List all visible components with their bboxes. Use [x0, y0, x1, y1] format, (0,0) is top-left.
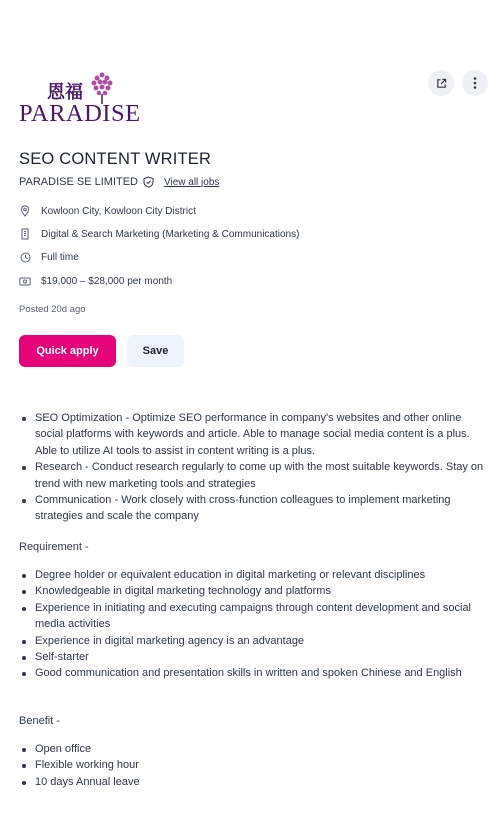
list-item: Open office — [19, 741, 489, 757]
save-button[interactable]: Save — [127, 335, 184, 367]
list-item: Flexible working hour — [19, 757, 489, 773]
list-item: Experience in digital marketing agency is an advantage — [19, 633, 489, 649]
posted-date: Posted 20d ago — [19, 304, 86, 315]
list-item: Communication - Work closely with cross-function colleagues to implement marketing strategies and scale the company — [19, 492, 489, 525]
job-title: SEO CONTENT WRITER — [19, 150, 212, 168]
list-item: Experience in initiating and executing campaigns through content development and social media activities — [19, 600, 489, 633]
logo-chinese-text: 恩福 — [47, 82, 83, 103]
benefit-heading: Benefit - — [19, 715, 60, 727]
company-logo — [19, 70, 141, 127]
more-options-button[interactable] — [462, 70, 488, 96]
money-icon — [19, 275, 31, 287]
open-external-button[interactable] — [428, 70, 454, 96]
list-item: Research - Conduct research regularly to come up with the most suitable keywords. Stay on trend with new marketing tools and strategies — [19, 459, 489, 492]
company-row — [19, 176, 219, 188]
view-all-jobs-link[interactable]: View all jobs — [164, 176, 220, 188]
location-row — [19, 205, 196, 217]
list-item: Good communication and presentation skills in written and spoken Chinese and English — [19, 665, 489, 681]
category-row — [19, 228, 299, 240]
salary-text: $19,000 – $28,000 per month — [41, 275, 173, 287]
work-type-row — [19, 251, 79, 263]
list-item: Knowledgeable in digital marketing technology and platforms — [19, 583, 489, 599]
list-item: Degree holder or equivalent education in digital marketing or relevant disciplines — [19, 567, 489, 583]
verified-shield-icon — [143, 176, 154, 188]
company-name: PARADISE SE LIMITED — [19, 176, 138, 188]
more-vertical-icon — [473, 77, 477, 89]
duties-list — [19, 410, 489, 525]
salary-row — [19, 275, 172, 287]
building-icon — [19, 228, 31, 240]
work-type-text: Full time — [41, 251, 79, 263]
location-pin-icon — [19, 205, 31, 217]
external-link-icon — [436, 78, 447, 89]
quick-apply-button[interactable]: Quick apply — [19, 335, 116, 367]
list-item: Self-starter — [19, 649, 489, 665]
list-item: SEO Optimization - Optimize SEO performance in company's websites and other online social platforms with keywords and article. Able to manage social media content is a plus. Able to utilize AI tools to assist in content writing is a plus. — [19, 410, 489, 459]
requirements-list — [19, 567, 489, 682]
category-text[interactable]: Digital & Search Marketing (Marketing & Communications) — [41, 228, 300, 240]
requirement-heading: Requirement - — [19, 541, 89, 553]
list-item: 10 days Annual leave — [19, 774, 489, 790]
benefits-list — [19, 741, 489, 790]
location-text[interactable]: Kowloon City, Kowloon City District — [41, 205, 196, 217]
flower-icon — [87, 70, 117, 104]
clock-icon — [19, 251, 31, 263]
logo-wordmark: PARADISE — [19, 100, 141, 127]
